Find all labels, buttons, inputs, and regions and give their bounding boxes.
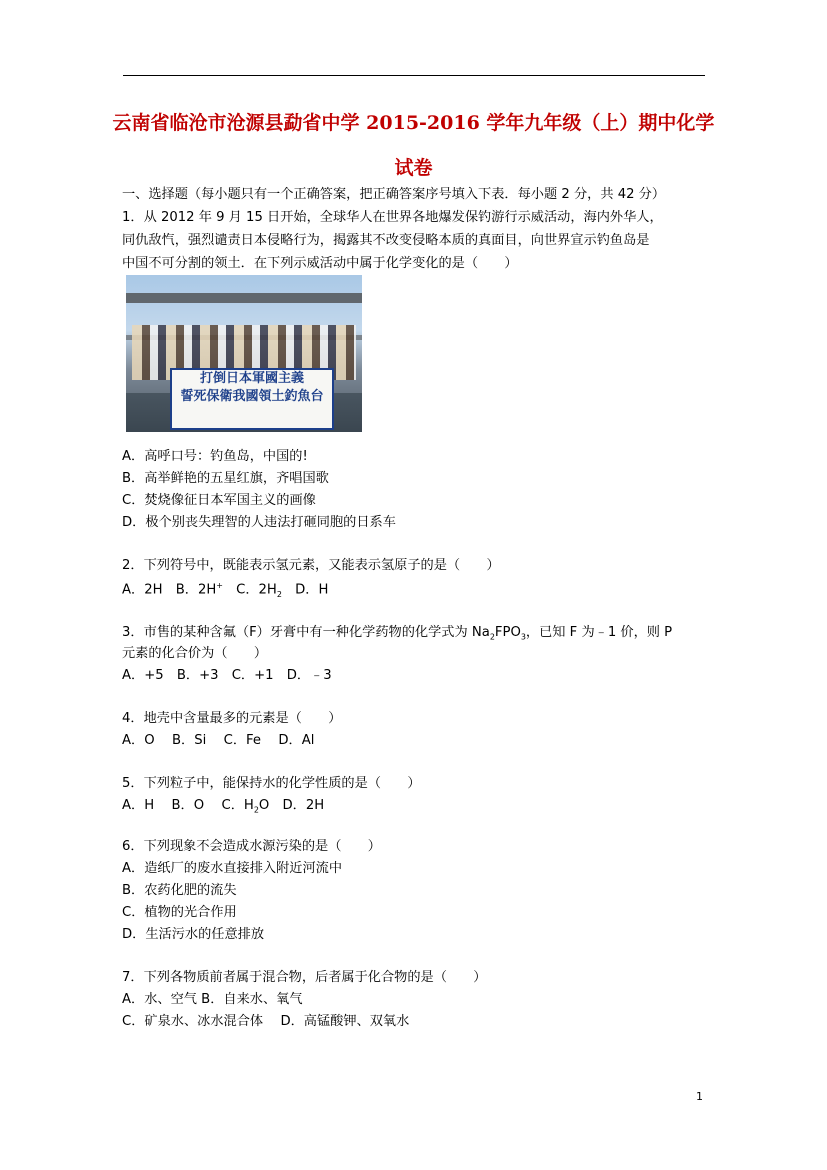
q4-options: A．O B．Si C．Fe D．Al [122, 733, 315, 748]
exam-title-line1: 云南省临沧市沧源县勐省中学 2015-2016 学年九年级（上）期中化学 [112, 112, 715, 134]
q2-option-a: A．2H [122, 582, 163, 598]
q1-stem-line1: 1．从 2012 年 9 月 15 日开始，全球华人在世界各地爆发保钓游行示威活动，海内外华人， [122, 210, 663, 225]
section-heading: 一、选择题（每小题只有一个正确答案，把正确答案序号填入下表．每小题 2 分，共 42 分） [122, 187, 666, 202]
q1-option-c: C．焚烧像征日本军国主义的画像 [122, 493, 316, 508]
q3-stem-part1: 3．市售的某种含氟（F）牙膏中有一种化学药物的化学式为 Na [122, 625, 490, 640]
q5-options-part1: A．H B．O C．H [122, 798, 254, 813]
q5-options-part2: O D．2H [258, 798, 325, 813]
q3-subscript-o: 3 [520, 632, 526, 642]
q2-stem: 2．下列符号中，既能表示氢元素，又能表示氢原子的是（ ） [122, 558, 500, 573]
q1-option-b: B．高举鲜艳的五星红旗，齐唱国歌 [122, 471, 329, 486]
q6-option-b: B．农药化肥的流失 [122, 883, 237, 898]
photo-banner-text1: 打倒日本軍國主義 [199, 371, 304, 386]
q2-option-c: C．2H [236, 582, 277, 598]
q7-options-line1: A．水、空气 B．自来水、氧气 [122, 992, 303, 1007]
q3-stem-part3: ，已知 F 为﹣1 价，则 P [525, 625, 673, 640]
q5-subscript: 2 [253, 805, 259, 815]
q2-option-b: B．2H [175, 582, 217, 598]
exam-title-line2: 试卷 [394, 157, 433, 179]
q2-option-b-charge: + [216, 581, 223, 590]
q1-option-a: A．高呼口号：钓鱼岛，中国的! [122, 449, 308, 464]
q6-option-d: D．生活污水的任意排放 [122, 927, 265, 942]
q6-option-a: A．造纸厂的废水直接排入附近河流中 [122, 861, 343, 876]
q3-options: A．+5 B．+3 C．+1 D．﹣3 [122, 668, 332, 683]
q7-stem: 7．下列各物质前者属于混合物，后者属于化合物的是（ ） [122, 970, 487, 985]
q1-stem-line3: 中国不可分割的领土．在下列示威活动中属于化学变化的是（ ） [122, 256, 518, 271]
photo-truss [126, 293, 362, 303]
photo-banner [170, 368, 334, 430]
q5-stem: 5．下列粒子中，能保持水的化学性质的是（ ） [122, 776, 421, 791]
q1-stem-line2: 同仇敌忾，强烈谴责日本侵略行为，揭露其不改变侵略本质的真面目，向世界宣示钓鱼岛是 [122, 233, 650, 248]
q4-stem: 4．地壳中含量最多的元素是（ ） [122, 711, 342, 726]
q1-option-d: D．极个别丧失理智的人违法打砸同胞的日系车 [122, 515, 396, 530]
q2-option-c-subscript: 2 [276, 590, 282, 600]
header-rule [123, 75, 705, 76]
q6-stem: 6．下列现象不会造成水源污染的是（ ） [122, 839, 381, 854]
protest-photo [126, 275, 362, 432]
page-number: 1 [696, 1090, 703, 1103]
q2-option-d: D．H [295, 582, 329, 598]
q5-options [122, 799, 324, 815]
q3-stem-part2: FPO [494, 625, 521, 640]
q3-stem-line2: 元素的化合价为（ ） [122, 646, 268, 661]
q3-subscript-na: 2 [489, 632, 495, 642]
q6-option-c: C．植物的光合作用 [122, 905, 237, 920]
photo-banner-text2: 誓死保衛我國領土釣魚台 [180, 389, 324, 404]
q3-stem-line1 [122, 626, 672, 642]
q7-options-line2: C．矿泉水、冰水混合体 D．高锰酸钾、双氧水 [122, 1014, 410, 1029]
q2-options [122, 582, 328, 599]
